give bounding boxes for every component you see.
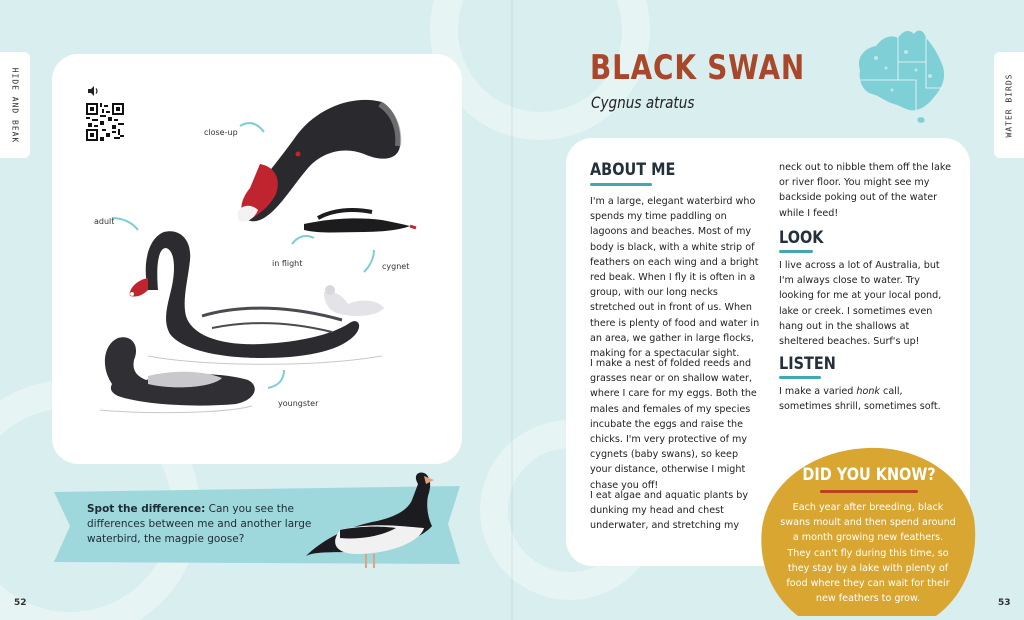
label-in-flight: in flight	[272, 259, 303, 268]
page-number-right: 53	[998, 598, 1011, 608]
close-up-swan-head	[238, 100, 400, 222]
page-number-left: 52	[14, 598, 27, 608]
about-heading: ABOUT ME	[590, 160, 676, 180]
look-heading: LOOK	[779, 228, 824, 248]
about-paragraph-3: I eat algae and aquatic plants by dunking my head and chest underwater, and stretching my	[590, 490, 749, 532]
page-title: BLACK SWAN	[590, 48, 806, 88]
about-paragraph-1: I'm a large, elegant waterbird who spends my time paddling on lagoons and beaches. Most of my body is black, with a white strip of feathers on each wing and a bright red beak. When I fly it is often in a group, with our long necks stretched out in front of us. When there is plenty of food and water in an area, we gather in large flocks, making for a spectacular sight.	[590, 196, 760, 360]
look-paragraph: I live across a lot of Australia, but I'm always close to water. Try looking for me at your local pond, lake or creek. I sometimes even hang out in the shallows at sheltered beaches. Surf's up!	[779, 260, 942, 348]
australia-distribution-map	[846, 18, 956, 128]
section-tab-label: WATER BIRDS	[1004, 73, 1014, 137]
scientific-name: Cygnus atratus	[591, 93, 695, 112]
did-you-know-heading: DID YOU KNOW?	[802, 465, 936, 485]
look-heading-underline	[779, 250, 813, 253]
did-you-know-text: Each year after breeding, black swans moult and then spend around a month growing new feathers. They can't fly during this time, so they stay by a lake with plenty of food where they can wait for their new feathers to grow.	[780, 502, 956, 605]
listen-heading: LISTEN	[779, 354, 836, 374]
book-spine	[511, 0, 513, 620]
section-tab-left[interactable]	[0, 52, 30, 158]
section-tab-label: HIDE AND BEAK	[10, 67, 20, 143]
section-tab-right[interactable]	[994, 52, 1024, 158]
spot-difference-lead: Spot the difference:	[87, 503, 206, 515]
listen-paragraph: I make a varied honk call, sometimes shrill, sometimes soft.	[779, 386, 941, 413]
label-youngster: youngster	[278, 399, 319, 408]
about-paragraph-2: I make a nest of folded reeds and grasses near or on shallow water, where I care for my eggs. Both the males and females of my species incubate the eggs and raise the chicks. I'm very protective of my cygnets (baby swans), so keep your distance, otherwise I might chase you off!	[590, 358, 757, 491]
black-swan-illustration	[52, 54, 462, 464]
spot-difference-body: Can you see the differences between me and another large waterbird, the magpie goose?	[87, 503, 312, 545]
adult-swan	[130, 231, 382, 364]
did-you-know-underline	[820, 490, 918, 493]
label-cygnet: cygnet	[382, 262, 410, 271]
listen-heading-underline	[779, 376, 821, 379]
label-close-up: close-up	[204, 128, 238, 137]
about-heading-underline	[590, 183, 652, 186]
spot-difference-text	[87, 502, 327, 547]
in-flight-swan	[304, 210, 416, 233]
cygnet-swan	[324, 285, 384, 316]
about-paragraph-3-continued: neck out to nibble them off the lake or river floor. You might see my backside poking out of the water while I feed!	[779, 162, 951, 219]
magpie-goose-illustration	[300, 466, 450, 576]
label-adult: adult	[94, 217, 115, 226]
